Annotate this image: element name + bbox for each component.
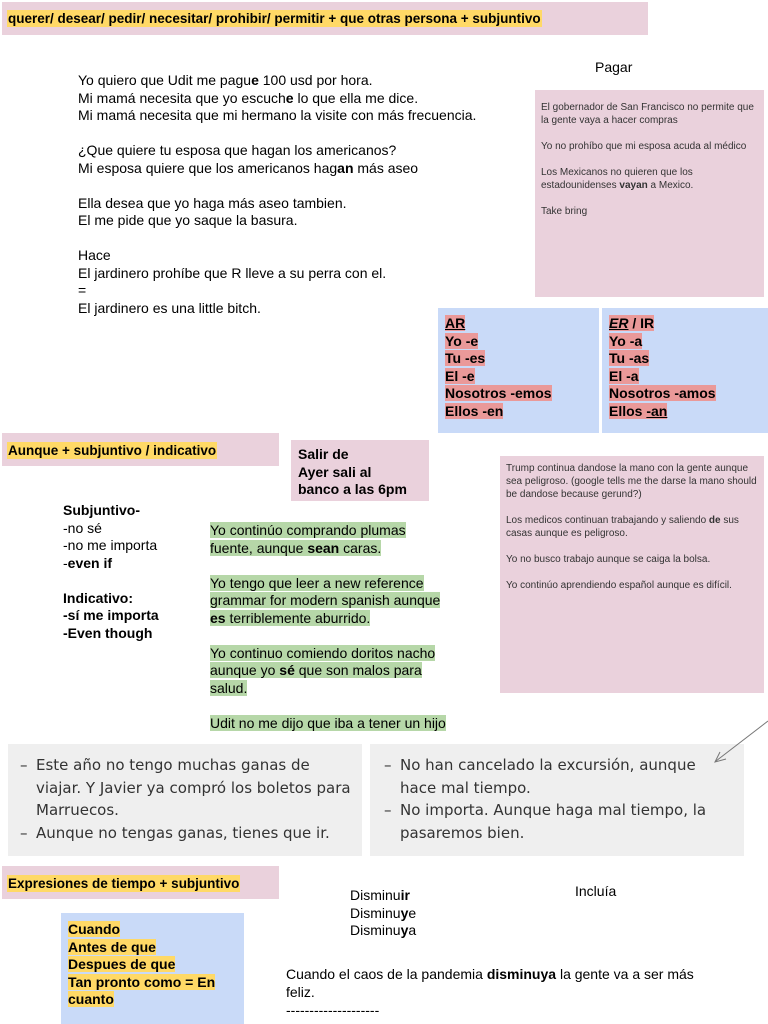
conjugation-ar-title: AR — [445, 315, 466, 331]
example-line — [78, 265, 518, 283]
time-expression-text: Cuando — [68, 921, 121, 937]
aunque-example-line — [210, 610, 446, 628]
time-expression-text: cuanto — [68, 991, 114, 1008]
label-pagar: Pagar — [595, 59, 633, 75]
note-card-1 — [535, 90, 764, 297]
text-segment: Mi mamá necesita que yo escuch — [78, 89, 286, 106]
conjugation-er-ir-box — [602, 308, 768, 433]
example-line — [78, 160, 518, 178]
excerpt-dash: – — [20, 823, 28, 842]
aunque-example-line — [210, 522, 446, 540]
aunque-example-line — [210, 715, 446, 733]
conjugation-row-text: Nosotros -emos — [445, 385, 552, 401]
note-item — [541, 101, 758, 127]
example-line — [78, 177, 518, 195]
aunque-example-line — [210, 662, 446, 680]
bold-segment: y — [400, 904, 409, 921]
text-segment: lo que ella me dice. — [293, 89, 419, 106]
text-segment: Udit no me dijo que iba a tener un hijo — [210, 714, 446, 731]
note-item — [506, 514, 758, 540]
text-segment: Mi esposa quiere que los americanos hag — [78, 159, 338, 176]
text-segment: caras. — [339, 539, 382, 556]
caos-sentence-post: la gente va a ser más feliz. — [286, 966, 694, 1000]
arrow-annotation — [700, 715, 768, 775]
indicative-title: Indicativo: — [63, 589, 134, 606]
text-segment: Yo quiero que Udit me pagu — [78, 72, 252, 88]
conjugation-row — [445, 385, 599, 403]
text-segment: Mi mamá necesita que mi hermano la visite con más frecuencia. — [78, 107, 477, 123]
aunque-example-text — [210, 715, 446, 731]
text-segment: salud. — [210, 679, 248, 696]
excerpt-dash: – — [384, 801, 392, 819]
conjugation-er-ir-last-row — [609, 403, 667, 419]
conjugation-row-text: El -a — [609, 367, 639, 384]
conjugation-row-text: Tu -es — [445, 350, 486, 366]
text-segment: ¿Que quiere tu esposa que hagan los americanos? — [78, 142, 397, 158]
indicative-item: -Even though — [63, 624, 153, 641]
text-segment: El me pide que yo saque la basura. — [78, 212, 298, 228]
excerpt-dash: – — [384, 756, 392, 774]
caos-sentence-pre: Cuando el caos de la pandemia — [286, 966, 487, 982]
text-segment: Disminu — [350, 887, 401, 903]
separator-dashes: -------------------- — [286, 1002, 380, 1018]
text-segment: e — [408, 904, 417, 921]
conjugation-row-text: Yo -a — [609, 332, 643, 349]
heading-aunque-bar — [2, 433, 279, 466]
caos-sentence-verb: disminuya — [486, 966, 557, 982]
time-expressions-box — [61, 913, 244, 1024]
time-expression — [68, 939, 215, 957]
text-segment: El jardinero prohíbe que R lleve a su perra con el. — [78, 264, 387, 281]
disminuir-form — [350, 887, 416, 905]
subjunctive-even-if-dash: - — [63, 554, 68, 571]
note-item — [506, 579, 758, 592]
aunque-example-line — [210, 645, 446, 663]
aunque-example-text — [210, 662, 422, 678]
aunque-example — [210, 522, 446, 557]
excerpt-item — [384, 754, 736, 799]
bold-segment: sean — [307, 539, 340, 556]
text-segment: Yo continúo comprando plumas — [210, 522, 406, 538]
conjugation-ir-label: IR — [640, 315, 655, 331]
text-segment: Yo no prohíbo que mi esposa acuda al médico — [541, 141, 747, 152]
subjunctive-item: -no sé — [63, 519, 102, 536]
disminuir-form — [350, 922, 416, 940]
aunque-example — [210, 715, 446, 733]
subjunctive-title: Subjuntivo- — [63, 502, 140, 518]
example-line — [78, 195, 518, 213]
heading-tiempo-bar — [2, 866, 279, 899]
conjugation-row-text: Yo -e — [445, 332, 479, 349]
bold-segment: y — [400, 922, 409, 938]
aunque-example-line — [210, 592, 446, 610]
example-line — [78, 125, 518, 143]
examples-block-1 — [78, 72, 518, 317]
conjugation-row-text: Ellos -en — [445, 402, 504, 419]
bold-segment: ir — [400, 887, 410, 903]
text-segment: a — [408, 922, 417, 938]
text-segment: Yo no busco trabajo aunque se caiga la bolsa. — [506, 554, 711, 565]
note-item — [541, 205, 758, 218]
conjugation-row — [445, 350, 599, 368]
aunque-example-line — [210, 575, 446, 593]
text-segment: Los Mexicanos no quieren que los estadounidenses — [541, 167, 693, 191]
time-expression-text: Antes de que — [68, 938, 156, 955]
salir-line: Ayer sali al — [298, 463, 372, 480]
salir-line: banco a las 6pm — [298, 481, 407, 497]
time-expressions-list — [68, 921, 215, 1009]
aunque-example-text — [210, 522, 406, 538]
bold-segment: sé — [279, 662, 295, 678]
example-line — [78, 72, 518, 90]
example-line — [78, 212, 518, 230]
heading-tiempo: Expresiones de tiempo + subjuntivo — [8, 876, 240, 891]
text-segment: que son malos para — [294, 662, 422, 678]
conjugation-ar-box — [438, 308, 599, 433]
excerpt-text: No han cancelado la excursión, aunque hace mal tiempo. — [400, 756, 696, 797]
conjugation-er-ir-rows — [609, 333, 768, 403]
text-segment: Trump continua dandose la mano con la gente aunque sea peligroso. (google tells me the darse la mano should be dandose because gerund?) — [506, 463, 757, 500]
aunque-example-text — [210, 680, 247, 696]
conjugation-row — [609, 350, 768, 368]
indicative-items — [63, 607, 159, 642]
time-expression — [68, 974, 215, 992]
example-line — [78, 230, 518, 248]
excerpt-item — [384, 799, 736, 844]
text-segment: Yo tengo que leer a new reference — [210, 574, 424, 591]
excerpt-dash: – — [20, 756, 28, 774]
note-item — [506, 553, 758, 566]
example-line — [78, 282, 518, 300]
aunque-examples — [210, 522, 446, 732]
example-line — [78, 107, 518, 125]
text-segment: 100 usd por hora. — [258, 72, 373, 88]
excerpt-item — [20, 822, 352, 845]
label-incluia: Incluía — [575, 883, 617, 899]
heading-subjunctive: querer/ desear/ pedir/ necesitar/ prohibir/ permitir + que otras persona + subjuntivo — [8, 11, 541, 26]
conjugation-row-text: Nosotros -amos — [609, 385, 716, 401]
excerpt-text: Este año no tengo muchas ganas de viajar. Y Javier ya compró los boletos para Marruecos. — [36, 756, 351, 819]
conjugation-title-separator: / — [628, 315, 641, 331]
text-segment: Ella desea que yo haga más aseo tambien. — [78, 194, 347, 211]
time-expression — [68, 956, 215, 974]
aunque-example-line — [210, 540, 446, 558]
excerpt-text: No importa. Aunque haga mal tiempo, la pasaremos bien. — [400, 801, 707, 842]
time-expression-text: Tan pronto como = En — [68, 973, 216, 990]
text-segment: = — [78, 282, 87, 298]
salir-line: Salir de — [298, 446, 349, 462]
text-segment: Los medicos continuan trabajando y saliendo — [506, 515, 709, 526]
text-segment: El gobernador de San Francisco no permite que la gente vaya a hacer compras — [541, 102, 754, 126]
heading-subjunctive-bar — [2, 2, 648, 35]
disminuir-form — [350, 905, 416, 923]
aunque-example-text — [210, 592, 440, 608]
subjunctive-item: -no me importa — [63, 537, 158, 553]
textbook-excerpt-right — [370, 744, 744, 856]
bold-segment: de — [708, 515, 721, 526]
aunque-example-text — [210, 575, 424, 591]
text-segment: El jardinero es una little bitch. — [78, 299, 261, 316]
aunque-example — [210, 645, 446, 698]
subjunctive-items — [63, 520, 159, 555]
bold-segment: e — [285, 89, 294, 106]
aunque-example-line — [210, 680, 446, 698]
note-item — [506, 462, 758, 501]
aunque-example — [210, 575, 446, 628]
text-segment: más aseo — [353, 159, 419, 176]
conjugation-ar-rows — [445, 333, 599, 421]
aunque-example-text — [210, 540, 381, 556]
textbook-excerpt-left — [8, 744, 362, 856]
conjugation-row — [609, 368, 768, 386]
subjunctive-even-if-text: even if — [67, 554, 113, 571]
conjugation-row — [609, 333, 768, 351]
conjugation-last-ending: -an — [646, 402, 668, 419]
text-segment: fuente, aunque — [210, 539, 308, 556]
text-segment: Take bring — [541, 206, 588, 217]
note-item — [541, 166, 758, 192]
salir-box — [291, 440, 429, 501]
text-segment: Hace — [78, 247, 111, 263]
excerpt-text: Aunque no tengas ganas, tienes que ir. — [36, 823, 330, 842]
disminuir-forms — [350, 887, 416, 940]
text-segment: Yo continúo aprendiendo español aunque es difícil. — [506, 580, 732, 591]
text-segment: Disminu — [350, 904, 401, 921]
aunque-example-text — [210, 610, 370, 626]
excerpt-item — [20, 754, 352, 822]
time-expression — [68, 991, 215, 1009]
conjugation-row-text: El -e — [445, 367, 475, 384]
text-segment: aunque yo — [210, 662, 280, 678]
conjugation-row — [445, 333, 599, 351]
example-line — [78, 90, 518, 108]
caos-sentence — [286, 966, 716, 1001]
bold-segment: es — [210, 609, 226, 626]
text-segment: terriblemente aburrido. — [225, 609, 371, 626]
bold-segment: an — [337, 159, 354, 176]
time-expression — [68, 921, 215, 939]
conjugation-last-pre: Ellos — [609, 402, 647, 419]
note-item — [541, 140, 758, 153]
note-card-2 — [500, 456, 764, 693]
indicative-item: -sí me importa — [63, 607, 159, 623]
aunque-example-text — [210, 645, 435, 661]
conjugation-er-label: ER — [609, 315, 629, 331]
example-line — [78, 247, 518, 265]
conjugation-row — [609, 385, 768, 403]
time-expression-text: Despues de que — [68, 956, 176, 973]
text-segment: Yo continuo comiendo doritos nacho — [210, 644, 436, 661]
conjugation-row-text: Tu -as — [609, 350, 650, 366]
bold-segment: vayan — [619, 180, 648, 191]
example-line — [78, 142, 518, 160]
text-segment: sus casas aunque es peligroso. — [506, 515, 739, 539]
bold-segment: e — [251, 72, 259, 88]
conjugation-row — [445, 368, 599, 386]
subjunctive-even-if — [63, 555, 159, 573]
conjugation-row — [445, 403, 599, 421]
text-segment: a Mexico. — [647, 180, 694, 191]
text-segment: grammar for modern spanish aunque — [210, 592, 441, 608]
text-segment: Disminu — [350, 922, 401, 938]
subjunctive-indicative-list — [63, 502, 159, 642]
conjugation-er-ir-title — [609, 315, 654, 331]
heading-aunque: Aunque + subjuntivo / indicativo — [8, 443, 217, 458]
